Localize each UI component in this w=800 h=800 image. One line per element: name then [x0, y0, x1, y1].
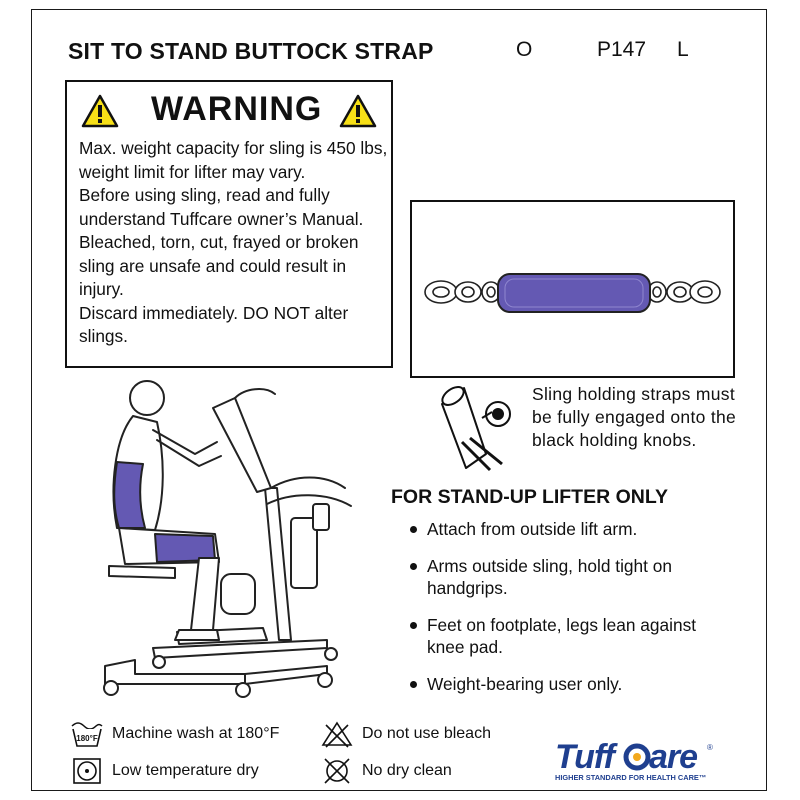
strap-photo-box [410, 200, 735, 378]
no-dry-clean-icon [320, 757, 354, 785]
warning-triangle-icon [81, 94, 119, 128]
tuffcare-logo-mark [553, 736, 723, 784]
stand-up-heading: FOR STAND-UP LIFTER ONLY [391, 486, 668, 508]
size-o: O [516, 38, 533, 61]
warning-heading: WARNING [151, 90, 323, 128]
wash-tub-icon [70, 720, 104, 748]
instruction-item: Feet on footplate, legs lean against knee pad. [407, 614, 737, 658]
product-title: SIT TO STAND BUTTOCK STRAP [68, 38, 434, 64]
care-no-bleach [320, 720, 491, 748]
stand-up-lifter-illustration [95, 378, 375, 700]
buttock-strap-illustration [412, 202, 732, 375]
instruction-item: Weight-bearing user only. [407, 673, 737, 695]
stand-up-instructions [407, 518, 737, 710]
tumble-dry-low-icon [70, 757, 104, 785]
care-dry [70, 757, 259, 785]
care-dry-label: Low temperature dry [112, 762, 259, 779]
product-code: P147 [597, 38, 647, 61]
care-no-dry-clean [320, 757, 452, 785]
tuffcare-logo [553, 736, 723, 789]
care-no-dry-clean-label: No dry clean [362, 762, 452, 779]
size-l: L [677, 38, 689, 61]
warning-paragraph: Before using sling, read and fully understand Tuffcare owner’s Manual. [79, 185, 364, 229]
care-wash [70, 720, 279, 748]
care-wash-label: Machine wash at 180°F [112, 725, 280, 742]
instruction-item: Arms outside sling, hold tight on handgrips. [407, 555, 737, 599]
warning-triangle-icon [339, 94, 377, 128]
warning-paragraph: Discard immediately. DO NOT alter slings. [79, 302, 349, 346]
warning-paragraph: Bleached, torn, cut, frayed or broken sling are unsafe and could result in injury. [79, 232, 359, 299]
warning-text [79, 137, 391, 349]
svg-text:are: are [649, 738, 698, 776]
wash-temp-label: 180°F [76, 734, 98, 743]
holding-knob-icon [434, 382, 524, 472]
svg-text:HIGHER STANDARD FOR HEALTH CAR: HIGHER STANDARD FOR HEALTH CARE™ [555, 773, 707, 782]
warning-paragraph: Max. weight capacity for sling is 450 lbs, weight limit for lifter may vary. [79, 138, 388, 182]
no-bleach-icon [320, 720, 354, 748]
svg-text:Tuff: Tuff [555, 738, 614, 776]
instruction-item: Attach from outside lift arm. [407, 518, 737, 540]
care-no-bleach-label: Do not use bleach [362, 725, 491, 742]
holding-knob-note: Sling holding straps must be fully engaged onto the black holding knobs. [532, 384, 737, 450]
warning-header [67, 86, 391, 136]
svg-text:®: ® [707, 743, 713, 752]
warning-box [65, 80, 393, 368]
